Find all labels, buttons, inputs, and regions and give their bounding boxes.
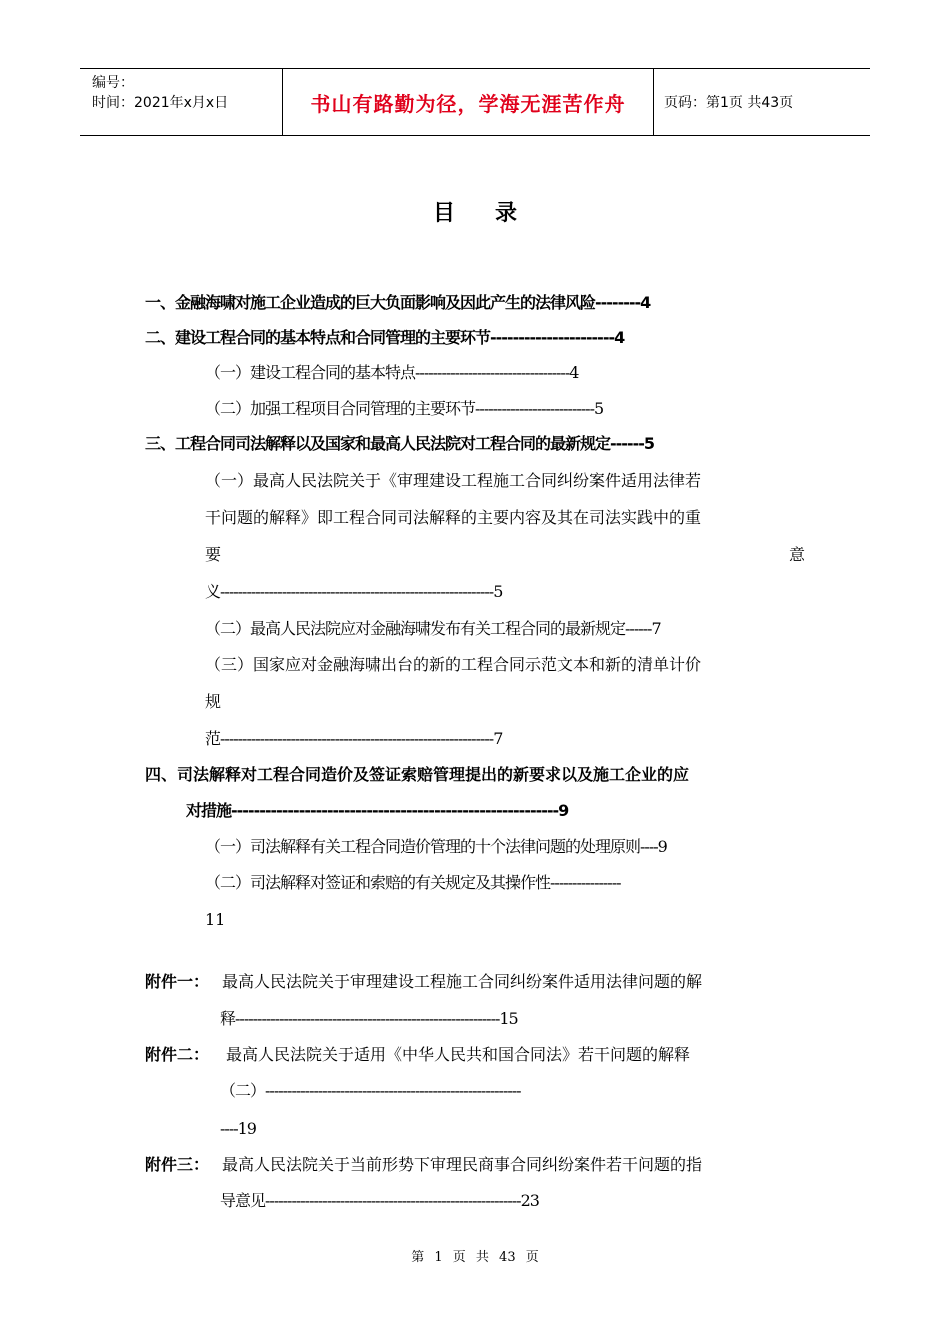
annex-2-text: 最高人民法院关于适用《中华人民共和国合同法》若干问题的解释 [226,1045,691,1064]
annex-2-label: 附件二： [145,1045,210,1064]
toc-section-3: 三、工程合同司法解释以及国家和最高人民法院对工程合同的最新规定------5 [145,434,654,453]
header-motto: 书山有路勤为径，学海无涯苦作舟 [310,91,626,116]
page-footer: 第 1 页 共 43 页 [411,1250,539,1265]
annex-3-cont: 导意见----------------------------------------------------------23 [220,1191,539,1210]
toc-section-3-1-line-c1: 要 [205,545,222,564]
header-motto-cell [282,69,654,135]
toc-section-3-3-line-a: （三）国家应对金融海啸出台的新的工程合同示范文本和新的清单计价 [205,655,702,674]
toc-section-2-1: （一）建设工程合同的基本特点-----------------------------------4 [205,363,579,382]
toc-section-3-1-line-c2: 意 [789,545,806,564]
toc-section-4-line-b: 对措施----------------------------------------------------------9 [186,801,569,820]
annex-1-cont: 释------------------------------------------------------------15 [220,1009,518,1028]
page-title: 目录 [432,201,557,226]
header-meta [80,69,282,135]
number-label: 编号： [92,75,134,91]
toc-section-3-3-line-b: 规 [205,692,222,711]
annex-1-text: 最高人民法院关于审理建设工程施工合同纠纷案件适用法律问题的解 [222,972,703,991]
toc-section-3-1-line-b: 干问题的解释》即工程合同司法解释的主要内容及其在司法实践中的重 [205,508,702,527]
toc-section-4-1: （一）司法解释有关工程合同造价管理的十个法律问题的处理原则----9 [205,837,667,856]
toc-section-2-2: （二）加强工程项目合同管理的主要环节---------------------------5 [205,399,604,418]
toc-section-4-2-line-b: 11 [205,910,226,929]
toc-section-3-2: （二）最高人民法院应对金融海啸发布有关工程合同的最新规定------7 [205,619,661,638]
toc-section-4-2-line-a: （二）司法解释对签证和索赔的有关规定及其操作性---------------- [205,873,621,892]
toc-section-3-1-line-d: 义--------------------------------------------------------------5 [205,582,503,601]
time-label: 时间：2021年x月x日 [92,95,229,111]
toc-section-3-3-line-c: 范--------------------------------------------------------------7 [205,729,503,748]
annex-2-cont2: ----19 [220,1119,256,1138]
toc-section-4-line-a: 四、司法解释对工程合同造价及签证索赔管理提出的新要求以及施工企业的应 [145,765,690,784]
header-page-info: 页码：第1页 共43页 [664,95,794,111]
annex-3-text: 最高人民法院关于当前形势下审理民商事合同纠纷案件若干问题的指 [222,1155,703,1174]
annex-1-label: 附件一： [145,972,210,991]
toc-section-3-1-line-a: （一）最高人民法院关于《审理建设工程施工合同纠纷案件适用法律若 [205,471,702,490]
toc-section-2: 二、建设工程合同的基本特点和合同管理的主要环节----------------------4 [145,328,625,347]
header-table [80,68,870,136]
annex-3-label: 附件三： [145,1155,210,1174]
toc-section-1: 一、金融海啸对施工企业造成的巨大负面影响及因此产生的法律风险--------4 [145,293,651,312]
annex-2-cont: （二）---------------------------------------------------------- [220,1081,521,1100]
